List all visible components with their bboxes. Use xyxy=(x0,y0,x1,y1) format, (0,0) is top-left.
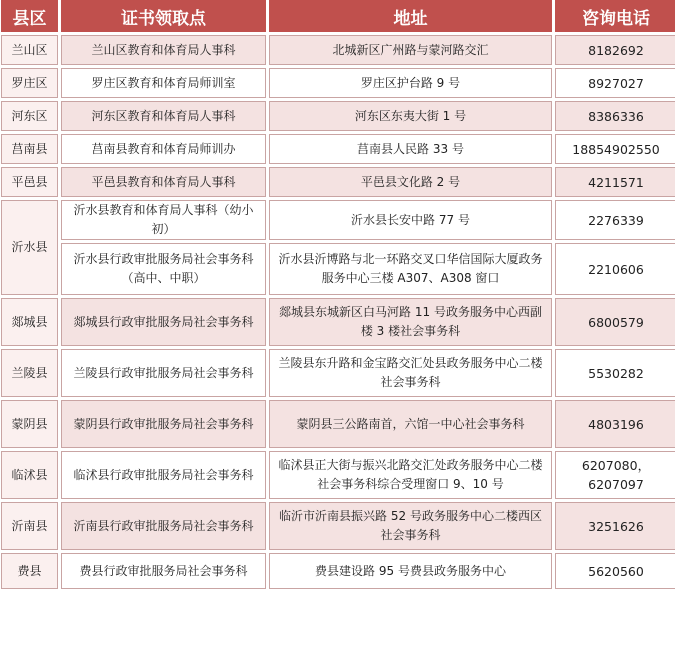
table-row xyxy=(1,200,675,240)
header-county: 县区 xyxy=(1,0,58,32)
table-row xyxy=(1,502,675,550)
address-cell: 临沭县正大街与振兴北路交汇处政务服务中心二楼社会事务科综合受理窗口 9、10 号 xyxy=(269,451,552,499)
office-cell: 费县行政审批服务局社会事务科 xyxy=(61,553,266,589)
office-cell: 沂水县教育和体育局人事科（幼小初） xyxy=(61,200,266,240)
address-cell: 北城新区广州路与蒙河路交汇 xyxy=(269,35,552,65)
county-cell: 沂水县 xyxy=(1,200,58,295)
header-phone: 咨询电话 xyxy=(555,0,675,32)
phone-cell: 6207080，6207097 xyxy=(555,451,675,499)
table-row xyxy=(1,35,675,65)
county-cell: 兰陵县 xyxy=(1,349,58,397)
office-cell: 莒南县教育和体育局师训办 xyxy=(61,134,266,164)
county-cell: 兰山区 xyxy=(1,35,58,65)
table-row xyxy=(1,101,675,131)
phone-cell: 8386336 xyxy=(555,101,675,131)
county-cell: 罗庄区 xyxy=(1,68,58,98)
county-cell: 蒙阴县 xyxy=(1,400,58,448)
county-cell: 郯城县 xyxy=(1,298,58,346)
office-cell: 沂水县行政审批服务局社会事务科（高中、中职） xyxy=(61,243,266,295)
phone-cell: 5530282 xyxy=(555,349,675,397)
county-cell: 临沭县 xyxy=(1,451,58,499)
office-cell: 河东区教育和体育局人事科 xyxy=(61,101,266,131)
office-cell: 蒙阴县行政审批服务局社会事务科 xyxy=(61,400,266,448)
address-cell: 兰陵县东升路和金宝路交汇处县政务服务中心二楼社会事务科 xyxy=(269,349,552,397)
address-cell: 河东区东夷大街 1 号 xyxy=(269,101,552,131)
office-cell: 平邑县教育和体育局人事科 xyxy=(61,167,266,197)
phone-cell: 8927027 xyxy=(555,68,675,98)
county-cell: 河东区 xyxy=(1,101,58,131)
phone-cell: 2276339 xyxy=(555,200,675,240)
address-cell: 费县建设路 95 号费县政务服务中心 xyxy=(269,553,552,589)
table-row xyxy=(1,68,675,98)
phone-cell: 4211571 xyxy=(555,167,675,197)
header-row xyxy=(1,0,675,32)
phone-cell: 4803196 xyxy=(555,400,675,448)
address-cell: 蒙阴县三公路南首，六馆一中心社会事务科 xyxy=(269,400,552,448)
table-row xyxy=(1,451,675,499)
address-cell: 平邑县文化路 2 号 xyxy=(269,167,552,197)
table-row xyxy=(1,349,675,397)
office-cell: 沂南县行政审批服务局社会事务科 xyxy=(61,502,266,550)
phone-cell: 18854902550 xyxy=(555,134,675,164)
phone-cell: 2210606 xyxy=(555,243,675,295)
address-cell: 沂水县长安中路 77 号 xyxy=(269,200,552,240)
address-cell: 临沂市沂南县振兴路 52 号政务服务中心二楼西区社会事务科 xyxy=(269,502,552,550)
office-cell: 郯城县行政审批服务局社会事务科 xyxy=(61,298,266,346)
table-row xyxy=(1,167,675,197)
county-cell: 沂南县 xyxy=(1,502,58,550)
office-cell: 临沭县行政审批服务局社会事务科 xyxy=(61,451,266,499)
table-row xyxy=(1,134,675,164)
office-cell: 兰陵县行政审批服务局社会事务科 xyxy=(61,349,266,397)
county-cell: 平邑县 xyxy=(1,167,58,197)
table-row xyxy=(1,243,675,295)
address-cell: 郯城县东城新区白马河路 11 号政务服务中心西副楼 3 楼社会事务科 xyxy=(269,298,552,346)
office-cell: 罗庄区教育和体育局师训室 xyxy=(61,68,266,98)
header-address: 地址 xyxy=(269,0,552,32)
phone-cell: 6800579 xyxy=(555,298,675,346)
header-office: 证书领取点 xyxy=(61,0,266,32)
table-row xyxy=(1,400,675,448)
phone-cell: 3251626 xyxy=(555,502,675,550)
address-cell: 沂水县沂博路与北一环路交叉口华信国际大厦政务服务中心三楼 A307、A308 窗口 xyxy=(269,243,552,295)
county-cell: 费县 xyxy=(1,553,58,589)
county-cell: 莒南县 xyxy=(1,134,58,164)
phone-cell: 8182692 xyxy=(555,35,675,65)
table-row xyxy=(1,298,675,346)
phone-cell: 5620560 xyxy=(555,553,675,589)
table-row xyxy=(1,553,675,589)
address-cell: 罗庄区护台路 9 号 xyxy=(269,68,552,98)
office-cell: 兰山区教育和体育局人事科 xyxy=(61,35,266,65)
address-cell: 莒南县人民路 33 号 xyxy=(269,134,552,164)
